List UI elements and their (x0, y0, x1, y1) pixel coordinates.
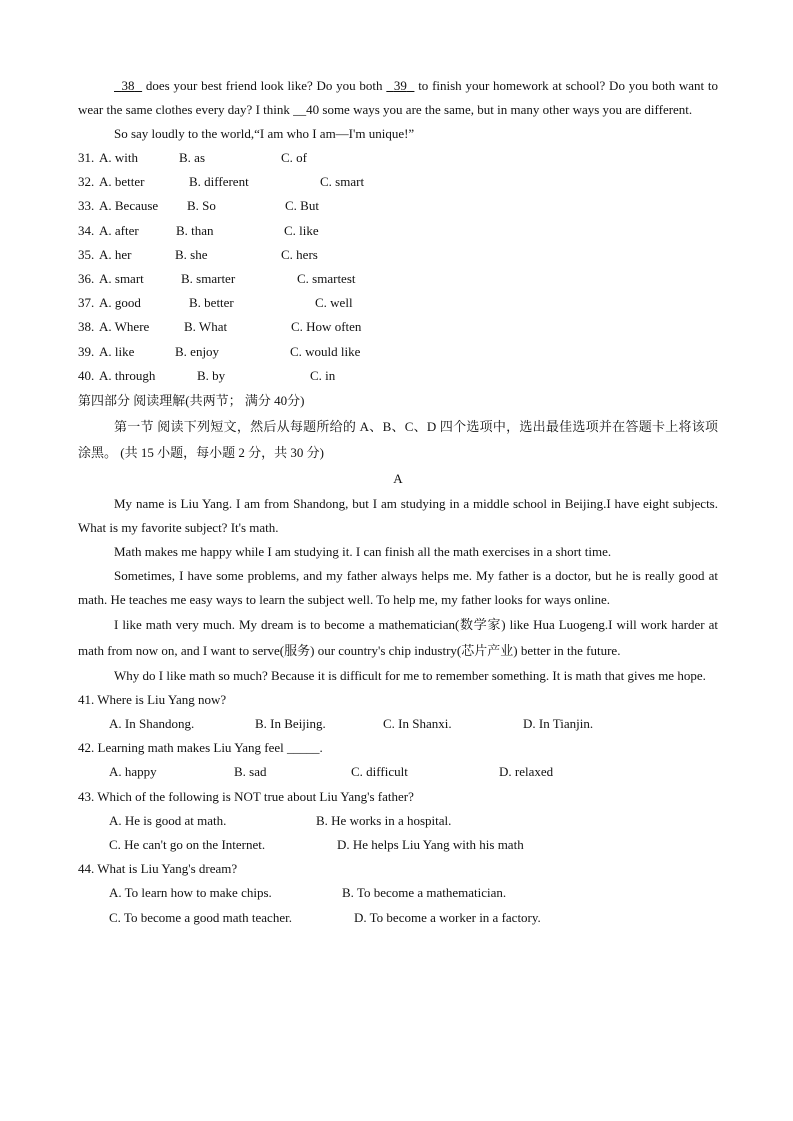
choice-d: D. He helps Liu Yang with his math (337, 837, 524, 852)
choice-c: C. To become a good math teacher. (109, 909, 292, 925)
cloze-paragraph-end (78, 74, 718, 122)
passage-label: A (393, 470, 403, 486)
choice-b: B. sad (234, 764, 267, 780)
cloze-text-2: to finish your homework at school? Do you both want to wear the same clothes every day? I think __40 some ways you are the same, but in many other ways you are different. (78, 78, 719, 117)
question-stem: 43. Which of the following is NOT true about Liu Yang's father? (78, 788, 414, 804)
option-a: A. like (99, 343, 135, 359)
choice-d: D. To become a worker in a factory. (354, 909, 541, 925)
option-b: B. she (175, 246, 208, 262)
option-b: B. by (197, 367, 226, 383)
choice-b: B. To become a mathematician. (342, 885, 507, 901)
question-options (78, 809, 718, 833)
option-num: 33. (78, 198, 95, 214)
option-a: A. after (99, 222, 139, 238)
cloze-option-row (78, 243, 718, 267)
question-stem: 41. Where is Liu Yang now? (78, 691, 227, 707)
question-options (78, 833, 718, 857)
option-num: 31. (78, 150, 95, 165)
option-a: A. good (99, 295, 141, 311)
cloze-option-row (78, 219, 718, 243)
choice-c: C. difficult (351, 764, 408, 780)
choice-b: B. In Beijing. (255, 716, 326, 732)
choice-d: D. In Tianjin. (523, 716, 594, 732)
cloze-option-row (78, 194, 718, 218)
cloze-option-row (78, 315, 718, 339)
option-c: C. would like (290, 343, 361, 359)
option-b: B. better (189, 295, 234, 311)
option-num: 36. (78, 270, 95, 286)
option-num: 39. (78, 343, 95, 359)
option-num: 34. (78, 222, 95, 238)
choice-a: A. happy (109, 764, 157, 780)
option-c: C. smart (320, 174, 365, 190)
option-c: C. in (310, 367, 336, 383)
cloze-option-row (78, 170, 718, 194)
choice-b: B. He works in a hospital. (316, 812, 452, 828)
option-c: C. How often (291, 319, 362, 335)
passage-paragraph: I like math very much. My dream is to become a mathematician(数学家) like Hua Luogeng.I will work harder at math from now on, and I want to serve(服务) our country's chip industry(芯片产业) better in the future. (78, 616, 718, 658)
option-a: A. better (99, 174, 145, 190)
cloze-option-row (78, 267, 718, 291)
question-options (78, 881, 718, 905)
passage-paragraph: My name is Liu Yang. I am from Shandong, but I am studying in a middle school in Beijing.I have eight subjects. What is my favorite subject? It's math. (78, 495, 718, 535)
blank-38 (114, 78, 142, 93)
section-heading: 第四部分 阅读理解(共两节； 满分 40分) (78, 392, 305, 408)
option-c: C. hers (281, 246, 318, 262)
blank-39 (386, 78, 414, 93)
cloze-option-row (78, 340, 718, 364)
question-options (78, 906, 718, 930)
cloze-option-row (78, 291, 718, 315)
option-c: C. of (281, 150, 307, 165)
passage-paragraph: Math makes me happy while I am studying it. I can finish all the math exercises in a short time. (114, 543, 612, 559)
exam-page (78, 74, 718, 930)
option-num: 38. (78, 319, 95, 335)
option-b: B. So (187, 198, 216, 214)
passage-paragraph: Why do I like math so much? Because it is difficult for me to remember something. It is math that gives me hope. (114, 667, 706, 683)
option-a: A. Where (99, 319, 150, 335)
option-b: B. smarter (181, 270, 236, 286)
option-b: B. enjoy (175, 343, 220, 359)
passage-paragraph: Sometimes, I have some problems, and my father always helps me. My father is a doctor, but he is really good at math. He teaches me easy ways to learn the subject well. To help me, my father looks for ways online. (78, 567, 718, 607)
cloze-option-row (78, 146, 718, 170)
option-b: B. than (176, 222, 214, 238)
option-a: A. smart (99, 270, 144, 286)
question-options (78, 712, 718, 736)
option-b: B. as (179, 150, 205, 165)
option-a: A. Because (99, 198, 159, 214)
option-b: B. What (184, 319, 228, 335)
choice-a: A. He is good at math. (109, 812, 227, 828)
question-options (78, 760, 718, 784)
cloze-text-1: does your best friend look like? Do you both (142, 78, 387, 93)
choice-c: C. In Shanxi. (383, 716, 452, 732)
option-b: B. different (189, 174, 249, 190)
cloze-closing-line: So say loudly to the world,“I am who I am—I'm unique!” (114, 126, 415, 141)
option-a: A. with (99, 150, 138, 165)
option-a: A. her (99, 246, 132, 262)
cloze-options-list (78, 146, 718, 388)
option-num: 37. (78, 295, 95, 311)
question-stem: 44. What is Liu Yang's dream? (78, 861, 238, 877)
section-instruction: 第一节 阅读下列短文，然后从每题所给的 A、B、C、D 四个选项中，选出最佳选项并在答题卡上将该项涂黑。 (共 15 小题，每小题 2 分，共 30 分) (78, 418, 718, 460)
option-num: 35. (78, 246, 95, 262)
choice-c: C. He can't go on the Internet. (109, 837, 266, 852)
blank-39-number: 39 (393, 78, 407, 93)
option-num: 40. (78, 367, 95, 383)
choice-d: D. relaxed (499, 764, 554, 780)
option-c: C. like (284, 222, 319, 238)
choice-a: A. In Shandong. (109, 716, 195, 732)
option-a: A. through (99, 367, 156, 383)
blank-38-number: 38 (121, 78, 135, 93)
question-stem: 42. Learning math makes Liu Yang feel _____. (78, 740, 323, 756)
cloze-option-row (78, 364, 718, 388)
option-num: 32. (78, 174, 95, 190)
option-c: C. But (285, 198, 319, 214)
choice-a: A. To learn how to make chips. (109, 885, 272, 901)
option-c: C. well (315, 295, 353, 311)
option-c: C. smartest (297, 270, 356, 286)
